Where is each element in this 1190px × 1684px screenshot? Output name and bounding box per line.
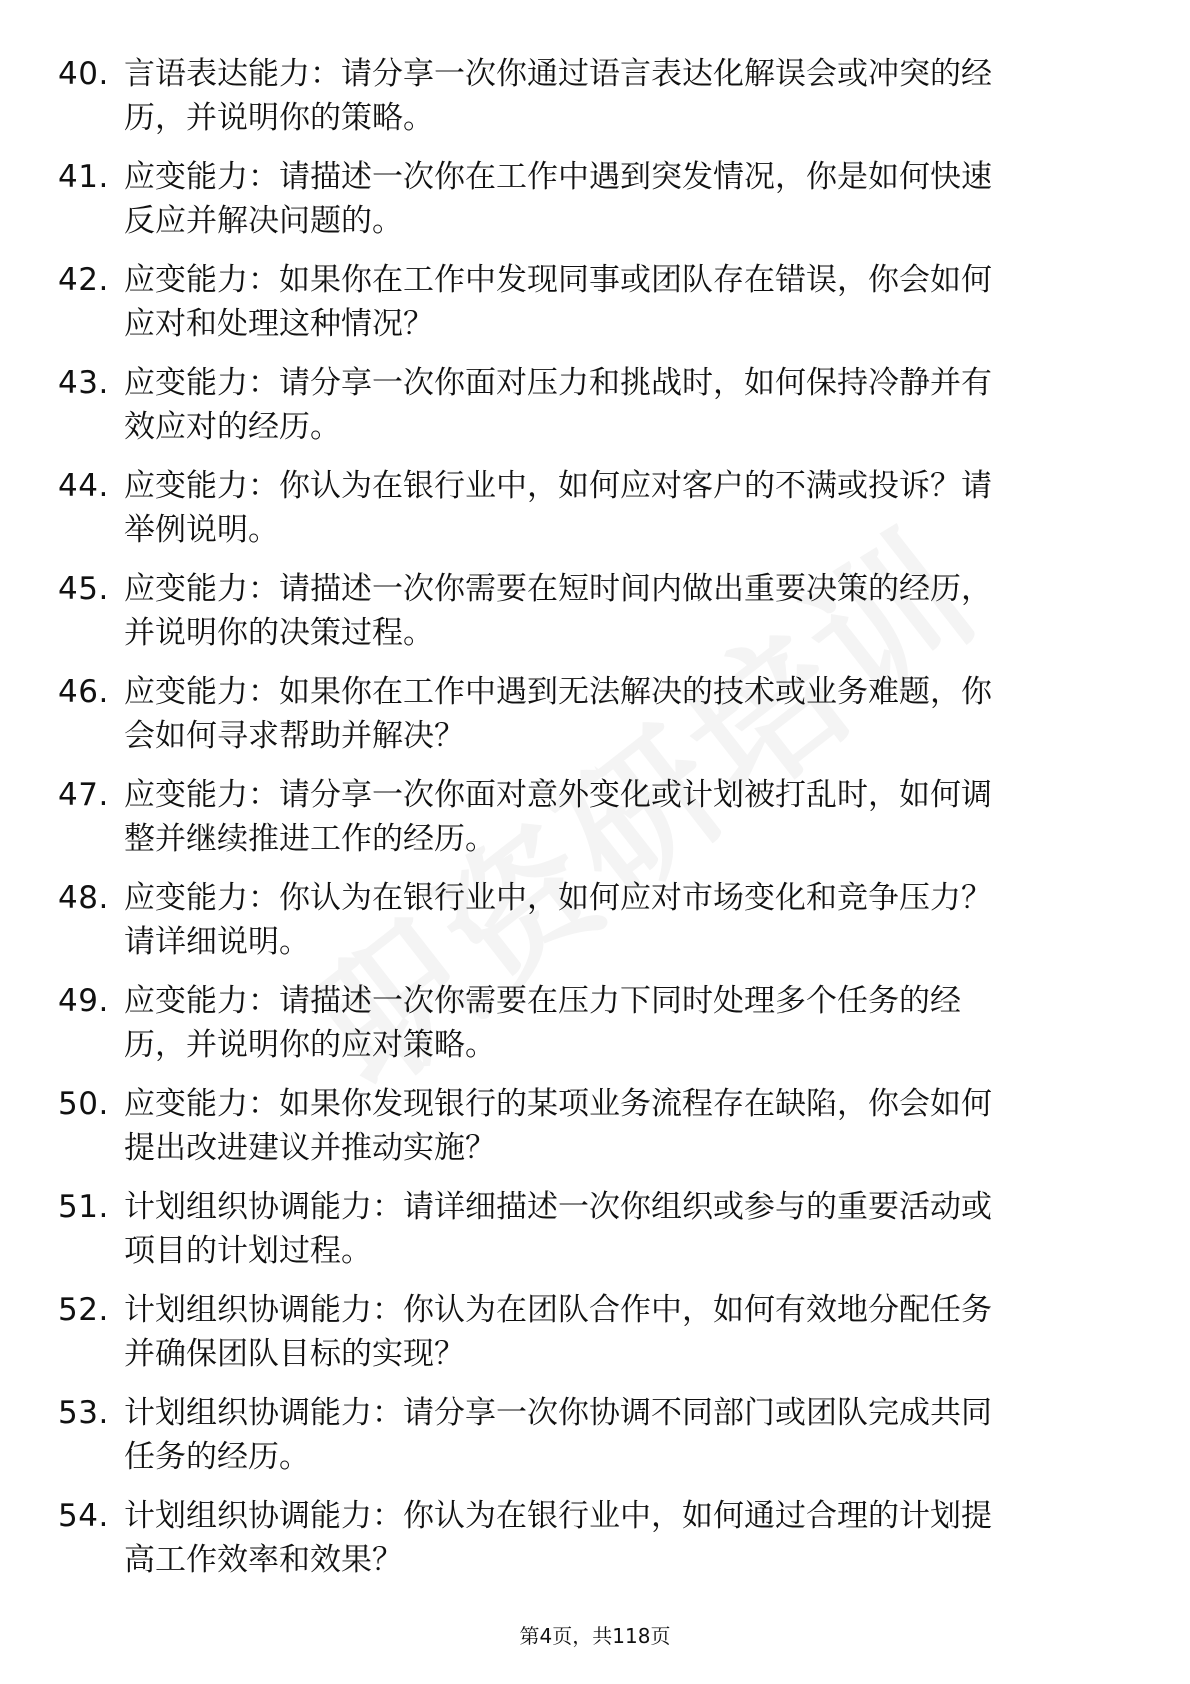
question-item xyxy=(0,258,1190,361)
question-item xyxy=(0,670,1190,773)
question-line: 举例说明。 xyxy=(124,512,279,548)
question-line: 项目的计划过程。 xyxy=(124,1233,372,1269)
question-line: 应变能力：请分享一次你面对压力和挑战时，如何保持冷静并有 xyxy=(124,365,992,401)
question-text xyxy=(124,1082,1124,1170)
question-number: 50. xyxy=(58,1086,109,1122)
question-line: 高工作效率和效果？ xyxy=(124,1542,403,1578)
question-line: 应变能力：请描述一次你需要在短时间内做出重要决策的经历， xyxy=(124,571,992,607)
question-text xyxy=(124,876,1124,964)
question-line: 应变能力：请描述一次你在工作中遇到突发情况，你是如何快速 xyxy=(124,159,992,195)
question-line: 历，并说明你的应对策略。 xyxy=(124,1027,496,1063)
page-footer: 第4页，共118页 xyxy=(519,1624,671,1648)
question-line: 应变能力：如果你发现银行的某项业务流程存在缺陷，你会如何 xyxy=(124,1086,992,1122)
question-line: 反应并解决问题的。 xyxy=(124,203,403,239)
question-text xyxy=(124,567,1124,655)
question-item xyxy=(0,1082,1190,1185)
question-number: 44. xyxy=(58,468,109,504)
question-line: 计划组织协调能力：请详细描述一次你组织或参与的重要活动或 xyxy=(124,1189,992,1225)
question-line: 应变能力：如果你在工作中遇到无法解决的技术或业务难题，你 xyxy=(124,674,992,710)
question-text xyxy=(124,1288,1124,1376)
question-item xyxy=(0,155,1190,258)
question-item xyxy=(0,361,1190,464)
question-number: 53. xyxy=(58,1395,109,1431)
question-number: 54. xyxy=(58,1498,109,1534)
question-number: 41. xyxy=(58,159,109,195)
question-number: 43. xyxy=(58,365,109,401)
question-list xyxy=(0,52,1190,1597)
question-text xyxy=(124,979,1124,1067)
question-line: 计划组织协调能力：你认为在团队合作中，如何有效地分配任务 xyxy=(124,1292,992,1328)
question-item xyxy=(0,876,1190,979)
question-item xyxy=(0,1494,1190,1597)
question-line: 应变能力：请分享一次你面对意外变化或计划被打乱时，如何调 xyxy=(124,777,992,813)
question-line: 请详细说明。 xyxy=(124,924,310,960)
question-text xyxy=(124,1391,1124,1479)
question-text xyxy=(124,258,1124,346)
question-number: 45. xyxy=(58,571,109,607)
question-line: 整并继续推进工作的经历。 xyxy=(124,821,496,857)
question-line: 历，并说明你的策略。 xyxy=(124,100,434,136)
question-line: 任务的经历。 xyxy=(124,1439,310,1475)
question-number: 51. xyxy=(58,1189,109,1225)
question-item xyxy=(0,567,1190,670)
question-item xyxy=(0,464,1190,567)
question-line: 会如何寻求帮助并解决？ xyxy=(124,718,465,754)
question-line: 并说明你的决策过程。 xyxy=(124,615,434,651)
question-number: 52. xyxy=(58,1292,109,1328)
question-number: 47. xyxy=(58,777,109,813)
question-line: 应变能力：你认为在银行业中，如何应对客户的不满或投诉？请 xyxy=(124,468,992,504)
question-line: 提出改进建议并推动实施？ xyxy=(124,1130,496,1166)
question-number: 48. xyxy=(58,880,109,916)
question-item xyxy=(0,979,1190,1082)
question-number: 46. xyxy=(58,674,109,710)
question-item xyxy=(0,1185,1190,1288)
question-text xyxy=(124,670,1124,758)
question-text xyxy=(124,773,1124,861)
question-number: 49. xyxy=(58,983,109,1019)
question-item xyxy=(0,1391,1190,1494)
question-item xyxy=(0,1288,1190,1391)
question-line: 计划组织协调能力：请分享一次你协调不同部门或团队完成共同 xyxy=(124,1395,992,1431)
question-line: 言语表达能力：请分享一次你通过语言表达化解误会或冲突的经 xyxy=(124,56,992,92)
question-item xyxy=(0,773,1190,876)
question-text xyxy=(124,1185,1124,1273)
question-line: 并确保团队目标的实现？ xyxy=(124,1336,465,1372)
question-item xyxy=(0,52,1190,155)
question-line: 应对和处理这种情况？ xyxy=(124,306,434,342)
question-number: 42. xyxy=(58,262,109,298)
question-number: 40. xyxy=(58,56,109,92)
question-line: 效应对的经历。 xyxy=(124,409,341,445)
question-text xyxy=(124,155,1124,243)
question-line: 应变能力：如果你在工作中发现同事或团队存在错误，你会如何 xyxy=(124,262,992,298)
question-line: 应变能力：你认为在银行业中，如何应对市场变化和竞争压力？ xyxy=(124,880,992,916)
question-text xyxy=(124,361,1124,449)
question-text xyxy=(124,52,1124,140)
question-line: 计划组织协调能力：你认为在银行业中，如何通过合理的计划提 xyxy=(124,1498,992,1534)
question-line: 应变能力：请描述一次你需要在压力下同时处理多个任务的经 xyxy=(124,983,961,1019)
question-text xyxy=(124,464,1124,552)
question-text xyxy=(124,1494,1124,1582)
